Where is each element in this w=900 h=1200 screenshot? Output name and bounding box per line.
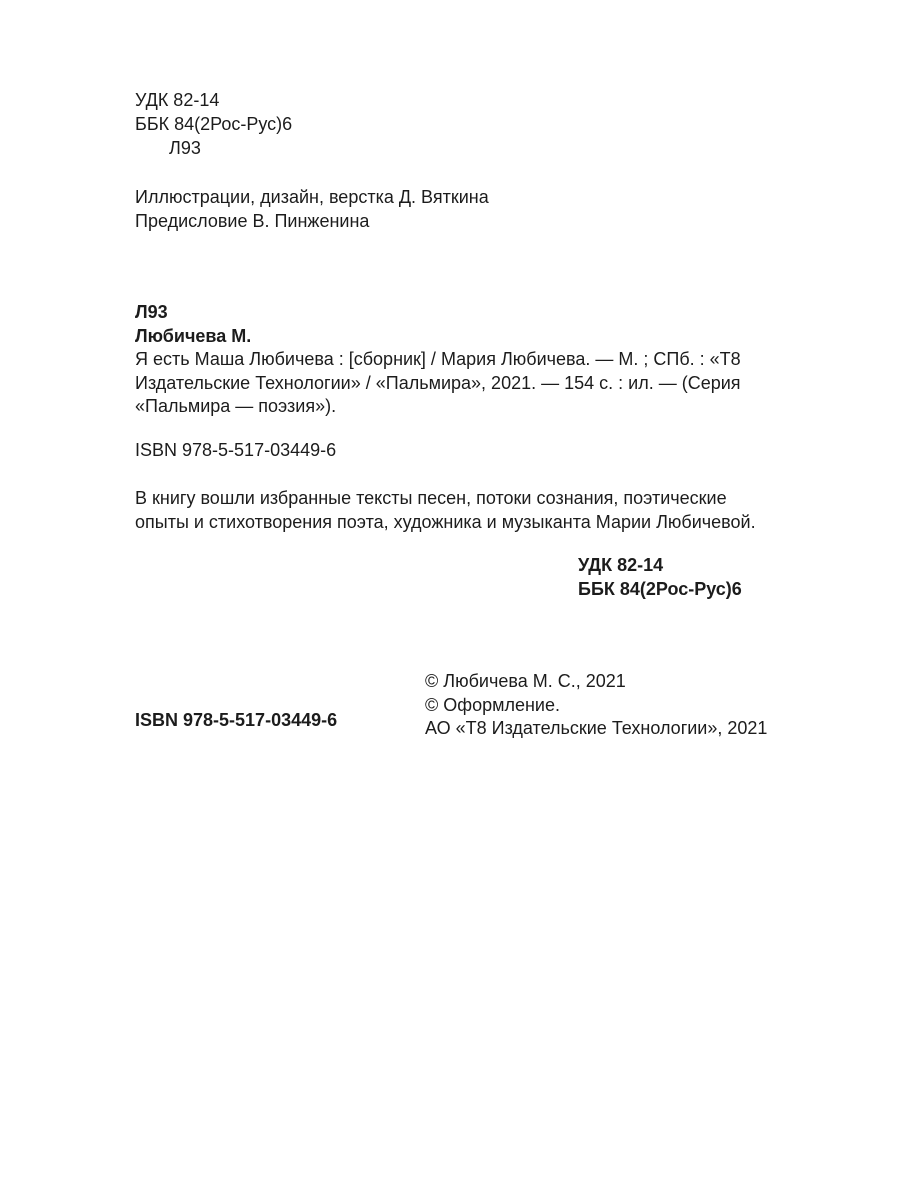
credits-illustrations: Иллюстрации, дизайн, верстка Д. Вяткина xyxy=(135,187,489,207)
card-description-line: Я есть Маша Любичева : [сборник] / Мария Любичева. — М. ; СПб. : «Т8 xyxy=(135,349,741,369)
credits-block xyxy=(135,185,489,233)
annotation-line: В книгу вошли избранные тексты песен, потоки сознания, поэтические xyxy=(135,488,727,508)
card-description-line: «Пальмира — поэзия»). xyxy=(135,396,337,416)
annotation-line: опыты и стихотворения поэта, художника и музыканта Марии Любичевой. xyxy=(135,511,756,532)
udc-code: УДК 82-14 xyxy=(135,90,220,110)
author-sign: Л93 xyxy=(169,138,201,158)
copyright-block xyxy=(425,670,767,741)
bbk-code: ББК 84(2Рос-Рус)6 xyxy=(135,114,293,134)
card-author: Любичева М. xyxy=(135,325,252,346)
copyright-design: © Оформление. xyxy=(425,694,560,715)
catalog-card xyxy=(135,301,741,419)
annotation-block xyxy=(135,487,756,534)
copyright-author: © Любичева М. С., 2021 xyxy=(425,671,626,691)
bbk-code-right: ББК 84(2Рос-Рус)6 xyxy=(578,579,742,599)
card-isbn: ISBN 978-5-517-03449-6 xyxy=(135,440,337,460)
udc-code-right: УДК 82-14 xyxy=(578,555,664,575)
card-author-sign: Л93 xyxy=(135,302,168,322)
classification-block-top xyxy=(135,88,292,160)
isbn-block-bottom xyxy=(135,708,337,732)
card-description-line: Издательские Технологии» / «Пальмира», 2021. — 154 с. : ил. — (Серия xyxy=(135,372,741,393)
bottom-isbn: ISBN 978-5-517-03449-6 xyxy=(135,710,338,730)
classification-block-right xyxy=(578,553,742,601)
card-isbn-block xyxy=(135,438,336,462)
copyright-publisher: АО «Т8 Издательские Технологии», 2021 xyxy=(425,718,768,738)
credits-foreword: Предисловие В. Пинженина xyxy=(135,211,370,231)
